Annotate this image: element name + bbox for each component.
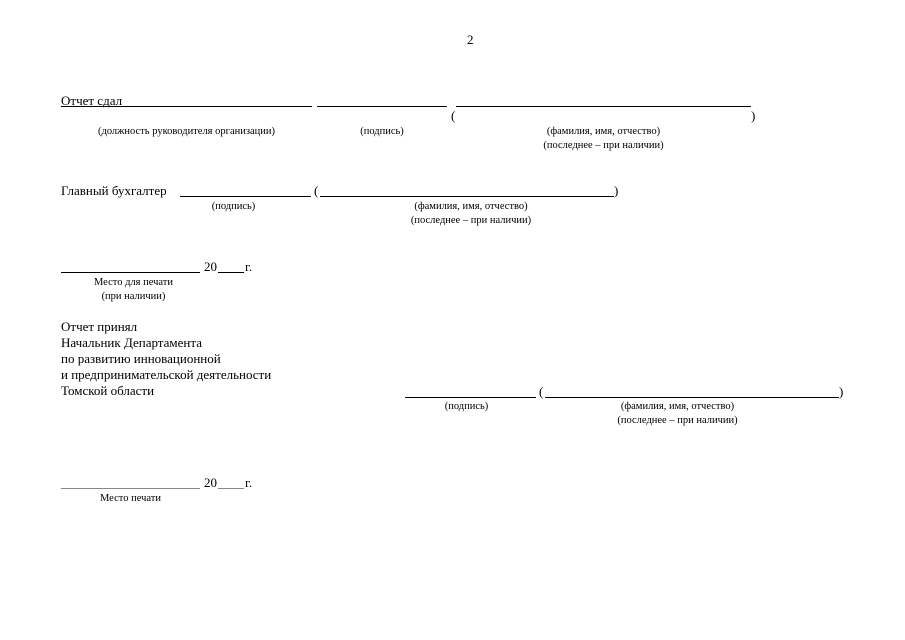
accepted-line-3: и предпринимательской деятельности — [61, 367, 272, 382]
date2-year-suffix: г. — [245, 475, 253, 490]
submitted-heading: Отчет сдал — [61, 93, 123, 108]
date2-year-line — [218, 488, 244, 489]
stamp2-caption: Место печати — [99, 493, 161, 504]
date-year-prefix: 20 — [204, 259, 217, 274]
accountant-signature-caption: (подпись) — [211, 201, 256, 212]
accountant-name-caption: (фамилия, имя, отчество) — [414, 201, 528, 212]
accepted-name-caption: (фамилия, имя, отчество) — [620, 401, 735, 412]
accountant-label: Главный бухгалтер — [61, 183, 167, 198]
accepted-name-line — [545, 397, 839, 398]
accountant-name-note: (последнее – при наличии) — [410, 215, 532, 226]
date2-year-prefix: 20 — [204, 475, 217, 490]
accepted-line-2: по развитию инновационной — [61, 351, 221, 366]
signature-caption: (подпись) — [360, 126, 404, 137]
accepted-close-paren: ) — [839, 384, 844, 399]
accountant-signature-line — [180, 196, 311, 197]
accepted-name-note: (последнее – при наличии) — [617, 415, 738, 426]
name-line — [456, 106, 751, 107]
signature-line — [317, 106, 447, 107]
accepted-line-1: Начальник Департамента — [61, 335, 202, 350]
open-paren: ( — [451, 108, 456, 123]
accepted-signature-line — [405, 397, 536, 398]
position-caption: (должность руководителя организации) — [97, 126, 276, 137]
stamp-note: (при наличии) — [101, 291, 166, 302]
date-year-line — [218, 272, 244, 273]
accountant-name-line — [320, 196, 614, 197]
date2-day-month-line — [61, 488, 200, 489]
accepted-heading: Отчет принял — [61, 319, 138, 334]
page-number: 2 — [467, 32, 474, 47]
close-paren: ) — [751, 108, 756, 123]
accountant-open-paren: ( — [314, 183, 319, 198]
stamp-caption: Место для печати — [93, 277, 174, 288]
date-day-month-line — [61, 272, 200, 273]
accepted-signature-caption: (подпись) — [444, 401, 489, 412]
accepted-line-4: Томской области — [61, 383, 155, 398]
name-note: (последнее – при наличии) — [543, 140, 664, 151]
name-caption: (фамилия, имя, отчество) — [546, 126, 661, 137]
date-year-suffix: г. — [245, 259, 253, 274]
accountant-close-paren: ) — [614, 183, 619, 198]
accepted-open-paren: ( — [539, 384, 544, 399]
position-line — [61, 106, 312, 107]
